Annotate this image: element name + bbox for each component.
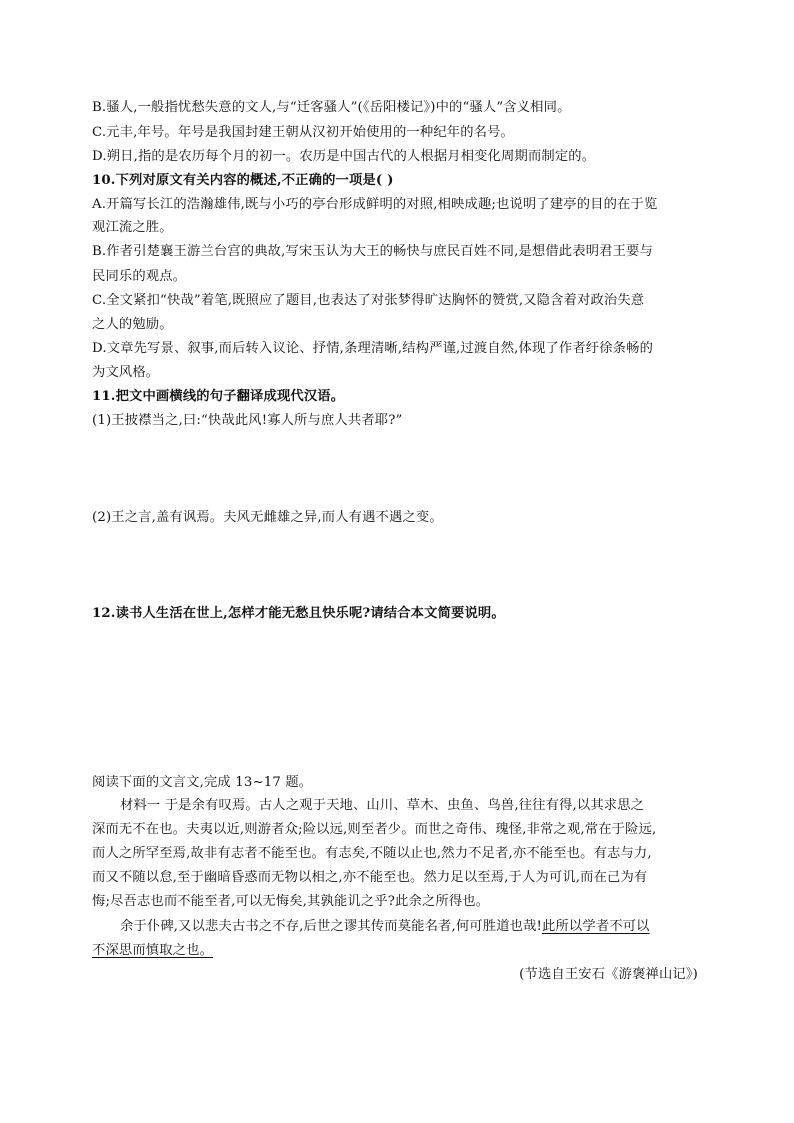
q10-option-c: C.全文紧扣“快哉”着笔,既照应了题目,也表达了对张梦得旷达胸怀的赞赏,又隐含着对政治失意: [92, 293, 645, 308]
passage-line-4: 而又不随以怠,至于幽暗昏惑而无物以相之,亦不能至也。然力足以至焉,于人为可讥,而在己为有: [92, 870, 648, 885]
passage-line-1: 材料一 于是余有叹焉。古人之观于天地、山川、草木、虫鱼、鸟兽,往往有得,以其求思之: [120, 798, 645, 813]
q11-stem: 11.把文中画横线的句子翻译成现代汉语。: [92, 389, 345, 404]
passage-line-3: 而人之所罕至焉,故非有志者不能至也。有志矣,不随以止也,然力不足者,亦不能至也。有志与力,: [92, 846, 652, 861]
passage-source: (节选自王安石《游褒禅山记》): [519, 967, 698, 982]
underlined-sentence-end: 不深思而慎取之也。: [92, 943, 214, 958]
passage-line-5: 悔;尽吾志也而不能至者,可以无悔矣,其孰能讥之乎?此余之所得也。: [92, 894, 490, 909]
reading-intro: 阅读下面的文言文,完成 13~17 题。: [92, 775, 313, 790]
q9-option-b: B.骚人,一般指忧愁失意的文人,与“迁客骚人”(《岳阳楼记》)中的“骚人”含义相同。: [92, 100, 571, 115]
q10-option-d: D.文章先写景、叙事,而后转入议论、抒情,条理清晰,结构严谨,过渡自然,体现了作者纡徐条畅的: [92, 341, 654, 356]
q10-option-d-cont: 为文风格。: [92, 365, 160, 380]
q10-option-b: B.作者引楚襄王游兰台宫的典故,写宋玉认为大王的畅快与庶民百姓不同,是想借此表明君王要与: [92, 244, 653, 259]
q10-option-b-cont: 民同乐的观点。: [92, 269, 187, 284]
q10-option-c-cont: 之人的勉励。: [92, 317, 173, 332]
q11-sentence-2: (2)王之言,盖有讽焉。夫风无雌雄之异,而人有遇不遇之变。: [92, 510, 443, 525]
underlined-sentence-start: 此所以学者不可以: [542, 919, 650, 934]
q9-option-d: D.朔日,指的是农历每个月的初一。农历是中国古代的人根据月相变化周期而制定的。: [92, 149, 596, 164]
q10-option-a: A.开篇写长江的浩瀚雄伟,既与小巧的亭台形成鲜明的对照,相映成趣;也说明了建亭的目的在于览: [92, 197, 658, 212]
q12-stem: 12.读书人生活在世上,怎样才能无愁且快乐呢?请结合本文简要说明。: [92, 606, 505, 621]
q10-option-a-cont: 观江流之胜。: [92, 220, 173, 235]
q9-option-c: C.元丰,年号。年号是我国封建王朝从汉初开始使用的一种纪年的名号。: [92, 125, 515, 140]
q11-sentence-1: (1)王披襟当之,曰:“快哉此风!寡人所与庶人共者耶?”: [92, 413, 403, 428]
passage-line-2: 深而无不在也。夫夷以近,则游者众;险以远,则至者少。而世之奇伟、瑰怪,非常之观,常在于险远,: [92, 822, 657, 837]
passage-line-6-plain: 余于仆碑,又以悲夫古书之不存,后世之谬其传而莫能名者,何可胜道也哉!: [120, 919, 543, 934]
passage-line-7: [92, 942, 712, 960]
passage-line-6: [120, 918, 740, 936]
q10-stem: 10.下列对原文有关内容的概述,不正确的一项是( ): [92, 173, 394, 188]
